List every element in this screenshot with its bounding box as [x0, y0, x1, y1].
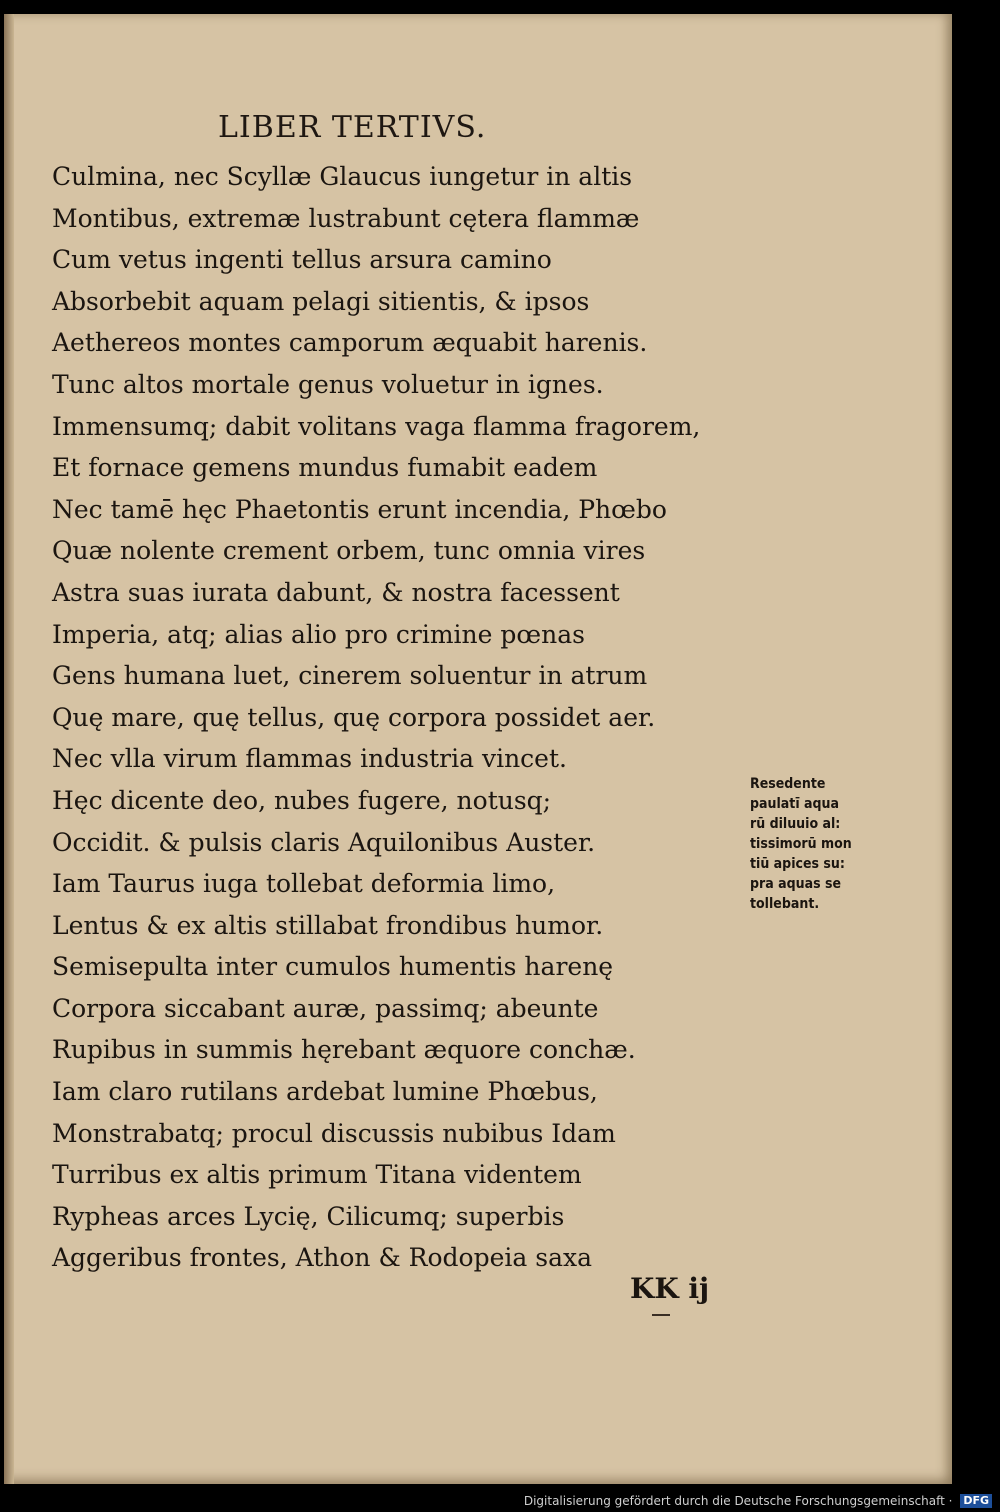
verse-line: Hęc dicente deo, nubes fugere, notusq;	[52, 785, 552, 815]
verse-line: Rupibus in summis hęrebant æquore conchæ.	[52, 1035, 636, 1065]
marginal-note-line: rū diluuio al:	[750, 816, 841, 832]
footer-credit: Digitalisierung gefördert durch die Deutsche Forschungsgemeinschaft ·	[523, 1493, 953, 1508]
verse-line: Iam claro rutilans ardebat lumine Phœbus,	[52, 1077, 598, 1107]
marginal-note-line: pra aquas se	[750, 876, 842, 892]
verse-line: Immensumq; dabit volitans vaga flamma fragorem,	[52, 411, 701, 441]
verse-line: Astra suas iurata dabunt, & nostra facessent	[52, 577, 620, 607]
dfg-logo-badge: DFG	[960, 1494, 992, 1508]
verse-line: Culmina, nec Scyllæ Glaucus iungetur in altis	[52, 162, 633, 191]
verse-line: Iam Taurus iuga tollebat deformia limo,	[52, 869, 556, 899]
running-head: LIBER TERTIVS.	[218, 110, 487, 145]
signature-mark: KK ij	[630, 1272, 710, 1305]
verse-line: Occidit. & pulsis claris Aquilonibus Auster.	[52, 827, 596, 857]
marginal-note-line: tollebant.	[750, 896, 820, 912]
signature-rule	[652, 1314, 670, 1316]
verse-line: Quæ nolente crement orbem, tunc omnia vires	[52, 536, 646, 566]
verse-line: Absorbebit aquam pelagi sitientis, & ipsos	[52, 286, 590, 316]
verse-line: Tunc altos mortale genus voluetur in ignes.	[52, 369, 604, 399]
marginal-note-line: tissimorū mon	[750, 836, 852, 852]
verse-line: Turribus ex altis primum Titana videntem	[52, 1160, 582, 1190]
verse-line: Aethereos montes camporum æquabit harenis.	[52, 328, 648, 358]
verse-line: Montibus, extremæ lustrabunt cętera flammæ	[52, 203, 640, 233]
verse-line: Monstrabatq; procul discussis nubibus Idam	[52, 1118, 616, 1148]
book-page	[4, 14, 952, 1484]
verse-line: Corpora siccabant auræ, passimq; abeunte	[52, 993, 599, 1023]
verse-line: Rypheas arces Lycię, Cilicumq; superbis	[52, 1201, 565, 1231]
verse-line: Aggeribus frontes, Athon & Rodopeia saxa	[52, 1243, 592, 1273]
marginal-note	[750, 774, 890, 914]
verse-line: Quę mare, quę tellus, quę corpora possidet aer.	[52, 702, 656, 732]
verse-line: Nec vlla virum flammas industria vincet.	[52, 744, 567, 774]
marginal-note-line: Resedente	[750, 776, 826, 792]
verse-line: Et fornace gemens mundus fumabit eadem	[52, 453, 598, 483]
verse-line: Gens humana luet, cinerem soluentur in atrum	[52, 661, 648, 691]
marginal-note-line: paulatī aqua	[750, 796, 839, 812]
verse-line: Lentus & ex altis stillabat frondibus humor.	[52, 910, 604, 940]
page-binding-edge	[4, 14, 14, 1484]
verse-line: Semisepulta inter cumulos humentis harenę	[52, 952, 614, 982]
verse-line: Imperia, atq; alias alio pro crimine pœnas	[52, 619, 585, 649]
digitization-footer	[524, 1494, 992, 1509]
verse-line: Nec tamē hęc Phaetontis erunt incendia, Phœbo	[52, 494, 667, 524]
marginal-note-line: tiū apices su:	[750, 856, 845, 872]
verse-text-block	[52, 156, 732, 1279]
verse-line: Cum vetus ingenti tellus arsura camino	[52, 245, 552, 275]
